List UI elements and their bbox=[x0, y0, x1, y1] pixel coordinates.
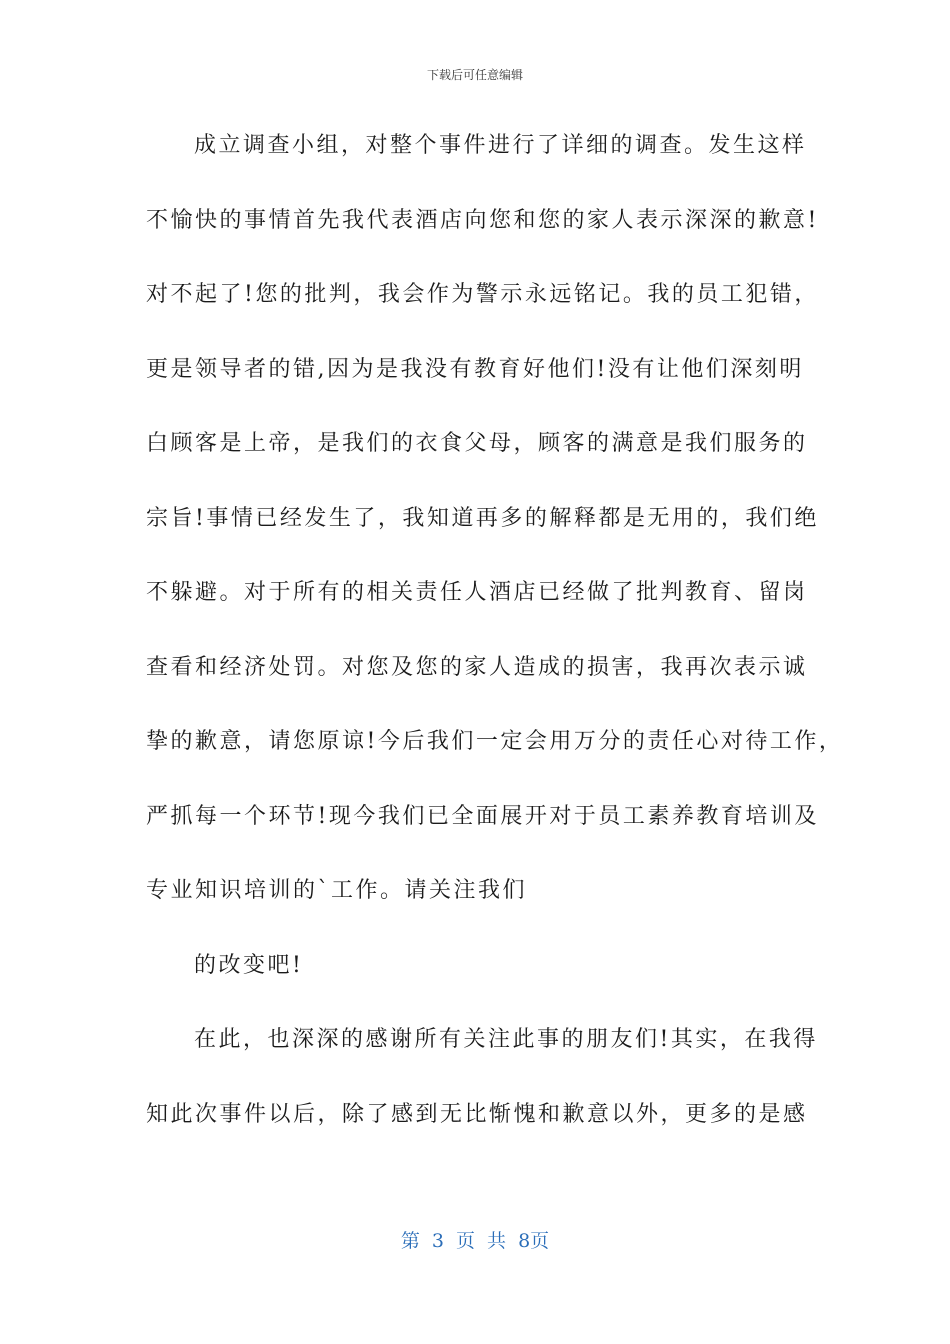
text-line-13: 在此，也深深的感谢所有关注此事的朋友们!其实，在我得 bbox=[194, 1027, 818, 1052]
text-line-8: 查看和经济处罚。对您及您的家人造成的损害，我再次表示诚 bbox=[146, 654, 808, 680]
text-line-3: 对不起了!您的批判，我会作为警示永远铭记。我的员工犯错， bbox=[146, 282, 819, 307]
page-number: 第 3 页 共 8页 bbox=[400, 1230, 550, 1252]
text-line-6: 宗旨!事情已经发生了，我知道再多的解释都是无用的，我们绝 bbox=[146, 505, 819, 531]
text-line-12: 的改变吧! bbox=[194, 952, 304, 978]
text-line-7: 不躲避。对于所有的相关责任人酒店已经做了批判教育、留岗 bbox=[146, 580, 808, 605]
text-line-9: 挚的歉意，请您原谅!今后我们一定会用万分的责任心对待工作， bbox=[146, 729, 844, 754]
text-line-14: 知此次事件以后，除了感到无比惭愧和歉意以外，更多的是感 bbox=[146, 1101, 808, 1127]
page-header-note: 下载后可任意编辑 bbox=[426, 68, 523, 82]
document-body bbox=[146, 124, 844, 1167]
text-line-11: 专业知识培训的`工作。请关注我们 bbox=[146, 878, 528, 903]
text-line-10: 严抓每一个环节!现今我们已全面展开对于员工素养教育培训及 bbox=[146, 803, 819, 829]
text-line-5: 白顾客是上帝，是我们的衣食父母，顾客的满意是我们服务的 bbox=[146, 431, 808, 456]
text-line-1: 成立调查小组，对整个事件进行了详细的调查。发生这样 bbox=[194, 133, 807, 158]
text-line-4: 更是领导者的错,因为是我没有教育好他们!没有让他们深刻明 bbox=[146, 356, 804, 382]
text-line-2: 不愉快的事情首先我代表酒店向您和您的家人表示深深的歉意! bbox=[146, 207, 819, 233]
